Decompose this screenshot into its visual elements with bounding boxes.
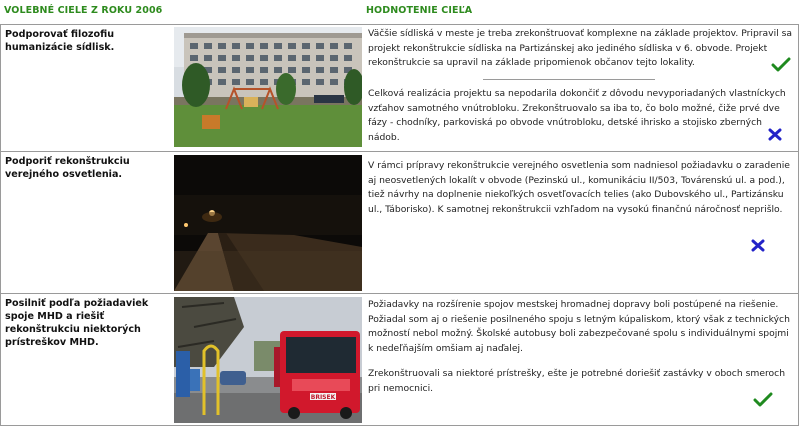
goal-text: Podporiť rekonštrukciu verejného osvetlenia.	[5, 156, 130, 180]
photo-city-bus	[174, 297, 362, 423]
table-row	[1, 152, 798, 294]
cross-icon	[768, 126, 782, 145]
divider	[483, 79, 655, 80]
evaluation-text: V rámci prípravy rekonštrukcie verejného osvetlenia som nadniesol požiadavku o zaradenie aj neosvetlených lokalít v obvode (Pezinskú ul., komunikáciu II/503, Továrenskú ul. a pod.), tiež návrhy na doplnenie niekoľkých osvetľovacích telies (ako Dubovského ul., Partizánsku ul., Táborisko). K samotnej rekonštrukcii vzhľadom na vysokú finančnú náročnosť neprišlo.	[368, 160, 790, 215]
table-row	[1, 25, 798, 152]
bus-sign-text: BRISEK	[310, 394, 336, 401]
photo-housing-estate	[174, 27, 362, 147]
evaluation-text: Zrekonštruovali sa niektoré prístrešky, ešte je potrebné doriešiť zastávky v oboch smeroch pri nemocnici.	[368, 368, 786, 394]
evaluation-column-header: HODNOTENIE CIEĽA	[366, 5, 473, 16]
check-icon	[753, 392, 773, 412]
goals-column-header: VOLEBNÉ CIELE Z ROKU 2006	[4, 5, 163, 16]
goals-table	[0, 24, 799, 426]
evaluation-text: Požiadavky na rozšírenie spojov mestskej hromadnej dopravy boli postúpené na riešenie. Požiadal som aj o riešenie posilneného spoju s letným kúpaliskom, ktorý však z technických možností nebol možný. Školské autobusy boli zabezpečované spolu s individuálnymi spojmi k nedeľňajším omšiam aj naďalej.	[368, 299, 790, 354]
cross-icon	[751, 237, 765, 256]
check-icon	[771, 57, 791, 77]
evaluation-text: Väčšie sídliská v meste je treba zrekonštruovať komplexne na základe projektov. Pripravil sa projekt rekonštrukcie sídliska na Partizánskej ako jediného sídliska v 6. obvode. Projekt rekonštrukcie sa upravil na základe pripomienok občanov tejto lokality.	[368, 28, 793, 69]
evaluation-text: Celková realizácia projektu sa nepodarila dokončiť z dôvodu nevyporiadaných vlastníckych vzťahov samotného vnútrobloku. Zrekonštruovalo sa iba to, čo bolo možné, čiže prvé dve fázy - chodníky, parkoviská po obvode vnútrobloku, detské ihrisko a stojisko zberných nádob.	[368, 88, 786, 143]
goal-text: Podporovať filozofiu humanizácie sídlisk.	[5, 29, 115, 53]
goal-text: Posilniť podľa požiadaviek spoje MHD a riešiť rekonštrukciu niektorých prístreškov MHD.	[5, 298, 149, 348]
photo-street-night	[174, 155, 362, 291]
table-row	[1, 294, 798, 425]
